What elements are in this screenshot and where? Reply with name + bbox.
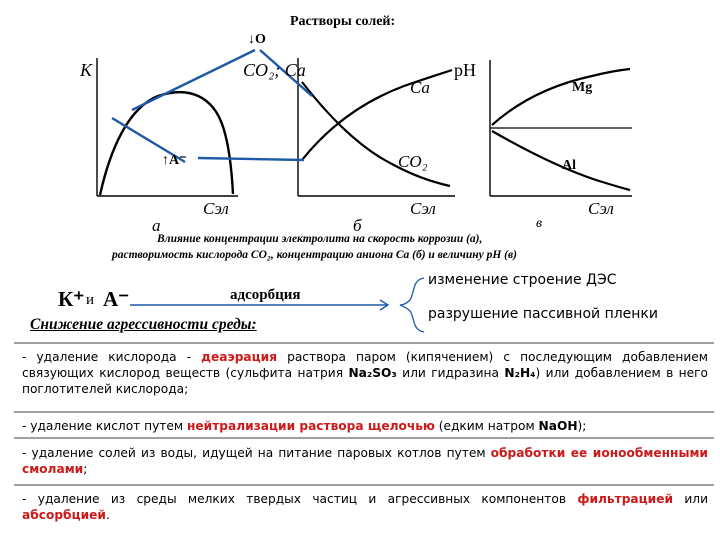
graph-b-y-label: CO₂; Ca	[243, 60, 306, 80]
highlight-absorption: абсорбцией	[22, 508, 106, 522]
graph-c-al-label: Al	[562, 158, 576, 173]
formula-naoh: NaOH	[538, 419, 578, 433]
graph-b-letter: б	[353, 216, 362, 235]
adsorption-label: адсорбция	[230, 287, 301, 303]
salts-title: Растворы солей:	[290, 14, 396, 29]
graph-b-x-label: Cэл	[410, 199, 436, 218]
paragraph-deaeration: - удаление кислорода - деаэрация раствора паром (кипячением) с последующим добавлением связующих кислород веществ (сульфита натрия Na₂SO₃ или гидразина N₂H₄) или добавлением в него поглотителей кислорода;	[22, 350, 709, 396]
caption-line-2: растворимость кислорода CO₂, концентрацию аниона Ca (б) и величину рН (в)	[112, 249, 517, 261]
reduce-aggressiveness-heading: Снижение агрессивности среды:	[30, 316, 257, 333]
graph-c-letter: в	[536, 216, 543, 231]
graph-a-curve	[100, 92, 233, 195]
graph-a-axes	[97, 58, 238, 196]
formula-na2so3: Na₂SO₃	[348, 366, 397, 380]
ion-k: К⁺	[58, 287, 85, 311]
highlight-filtration: фильтрацией	[577, 492, 674, 506]
effect-change-des: изменение строение ДЭС	[428, 272, 617, 288]
paragraph-ion-exchange: - удаление солей из воды, идущей на питание паровых котлов путем обработки ее ионообменными смолами;	[22, 446, 708, 476]
formula-n2h4: N₂H₄	[504, 366, 536, 380]
highlight-deaeration: деаэрация	[201, 350, 278, 364]
graph-b-axes	[298, 58, 455, 196]
graph-c-curve-mg	[492, 69, 630, 125]
effects-brace	[400, 278, 424, 332]
paragraph-filtration: - удаление из среды мелких твердых частиц и агрессивных компонентов фильтрацией или абсорбцией.	[22, 492, 708, 522]
caption-line-1: Влияние концентрации электролита на скорость коррозии (а),	[157, 233, 483, 245]
graph-b-ca-label: Ca	[410, 78, 430, 97]
paragraph-neutralization: - удаление кислот путем нейтрализации раствора щелочью (едким натром NaOH);	[22, 419, 587, 433]
graph-c-y-label: pH	[454, 60, 476, 80]
oxygen-label: ↓О	[248, 32, 266, 47]
effect-passive-film: разрушение пассивной пленки	[428, 306, 658, 322]
anion-label: ↑А⁻	[162, 153, 187, 168]
graph-c-mg-label: Mg	[572, 80, 593, 95]
graph-a-letter: а	[152, 216, 161, 235]
ion-and: и	[86, 292, 95, 308]
ion-a: А⁻	[103, 287, 130, 311]
highlight-neutralization: нейтрализации раствора щелочью	[186, 419, 435, 433]
graph-b-co2-label: CO₂	[398, 152, 428, 171]
graph-a-x-label: Cэл	[203, 199, 229, 218]
graph-c-curve-al	[492, 131, 630, 190]
graph-a-y-label: К	[80, 60, 92, 80]
graph-c-x-label: Cэл	[588, 199, 614, 218]
highlight-ion-exchange: обработки ее ионообменными смолами	[22, 446, 708, 476]
